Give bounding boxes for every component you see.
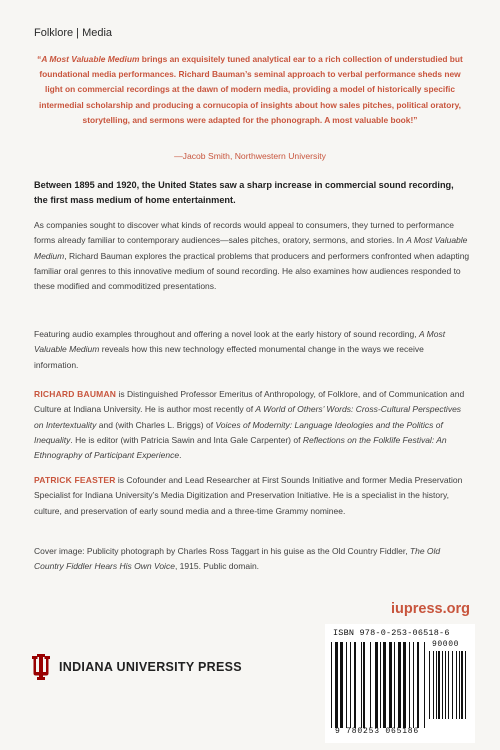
publisher-logo	[31, 654, 242, 680]
barcode-bar	[403, 642, 406, 728]
barcode-bar	[442, 651, 443, 719]
barcode-bar	[429, 651, 430, 719]
author-name: PATRICK FEASTER	[34, 475, 116, 485]
isbn-barcode	[325, 624, 475, 743]
barcode-bar	[389, 642, 392, 728]
barcode-bar	[380, 642, 381, 728]
barcode-bar	[436, 651, 437, 719]
category-label: Folklore | Media	[34, 27, 113, 39]
quote-attribution: —Jacob Smith, Northwestern University	[174, 151, 326, 161]
barcode-bar	[409, 642, 410, 728]
quote-book-title: A Most Valuable Medium	[41, 54, 140, 64]
author-bio-feaster: PATRICK FEASTER is Cofounder and Lead Researcher at First Sounds Initiative and former Media Preservation Specialist for Indiana University’s Media Digitization and Preservation Initiative. He is a specialist in the history, culture, and preservation of early sound media and a three-time Grammy nominee.	[34, 475, 463, 516]
isbn-text: ISBN 978-0-253-06518-6	[333, 628, 450, 638]
barcode-bar	[424, 642, 425, 728]
barcode-bar	[354, 642, 356, 728]
price-addon-digits: 90000	[432, 640, 460, 649]
barcode-bar	[438, 651, 440, 719]
barcode-bar	[445, 651, 446, 719]
barcode-bar	[465, 651, 466, 719]
endorsement-quote: “A Most Valuable Medium brings an exquisitely tuned analytical ear to a rich collection of understudied but foundational media performances. Richard Bauman’s seminal approach to verbal performance sheds new light on commercial recordings at the dawn of modern media, providing a model of historically specific intermedial scholarship and producing a cornucopia of insights about how sales pitches, political oratory, storytelling, and sermons were adapted for the phonograph. A most valuable book!”	[37, 54, 463, 125]
addon-barcode-bars	[429, 651, 469, 719]
barcode-bar	[452, 651, 453, 719]
barcode-bar	[383, 642, 386, 728]
barcode-bar	[394, 642, 395, 728]
barcode-bar	[340, 642, 343, 728]
cover-credit: Cover image: Publicity photograph by Charles Ross Taggart in his guise as the Old Country Fiddler, The Old Country Fiddler Hears His Own Voice, 1915. Public domain.	[34, 546, 441, 572]
barcode-bar	[363, 642, 365, 728]
barcode-bar	[456, 651, 457, 719]
book-title: A Most Valuable Medium	[34, 329, 446, 355]
barcode-bar	[331, 642, 332, 728]
barcode-bar	[346, 642, 347, 728]
barcode-bar	[448, 651, 449, 719]
barcode-bar	[459, 651, 460, 719]
barcode-bar	[417, 642, 419, 728]
lede-paragraph: Between 1895 and 1920, the United States saw a sharp increase in commercial sound recording, the first mass medium of home entertainment.	[34, 180, 454, 205]
description-paragraph-2: Featuring audio examples throughout and offering a novel look at the early history of sound recording, A Most Valuable Medium reveals how this new technology effected monumental change in the ways we receive information.	[34, 329, 446, 370]
publisher-website: iupress.org	[391, 601, 470, 617]
barcode-bar	[370, 642, 371, 728]
barcode-bar	[413, 642, 414, 728]
author-bio-bauman: RICHARD BAUMAN is Distinguished Professor Emeritus of Anthropology, of Folklore, and of Communication and Culture at Indiana University. He is author most recently of A World of Others’ Words: Cross-Cultural Perspectives on Intertextuality and (with Charles L. Briggs) of Voices of Modernity: Language Ideologies and the Politics of Inequality. He is editor (with Patricia Sawin and Inta Gale Carpenter) of Reflections on the Folklife Festival: An Ethnography of Participant Experience.	[34, 389, 465, 461]
barcode-bar	[461, 651, 463, 719]
ean-barcode-bars	[331, 642, 427, 728]
barcode-bar	[350, 642, 351, 728]
description-paragraph-1: As companies sought to discover what kinds of records would appeal to consumers, they turned to performance forms already familiar to contemporary audiences—sales pitches, oratory, sermons, and stories. In A Most Valuable Medium, Richard Bauman explores the practical problems that producers and performers confronted when adapting familiar oral genres to this innovative medium of sound recording. He also examines how audiences responded to these modified and commoditized presentations.	[34, 220, 470, 292]
author-name: RICHARD BAUMAN	[34, 389, 117, 399]
iu-trident-icon	[31, 654, 51, 680]
barcode-bar	[335, 642, 338, 728]
barcode-bar	[361, 642, 362, 728]
barcode-bar	[375, 642, 378, 728]
barcode-bar	[398, 642, 401, 728]
publisher-name: INDIANA UNIVERSITY PRESS	[59, 660, 242, 674]
ean-digits: 9 780253 065186	[334, 727, 419, 736]
barcode-bar	[433, 651, 434, 719]
book-title: A Most Valuable Medium	[34, 235, 468, 261]
